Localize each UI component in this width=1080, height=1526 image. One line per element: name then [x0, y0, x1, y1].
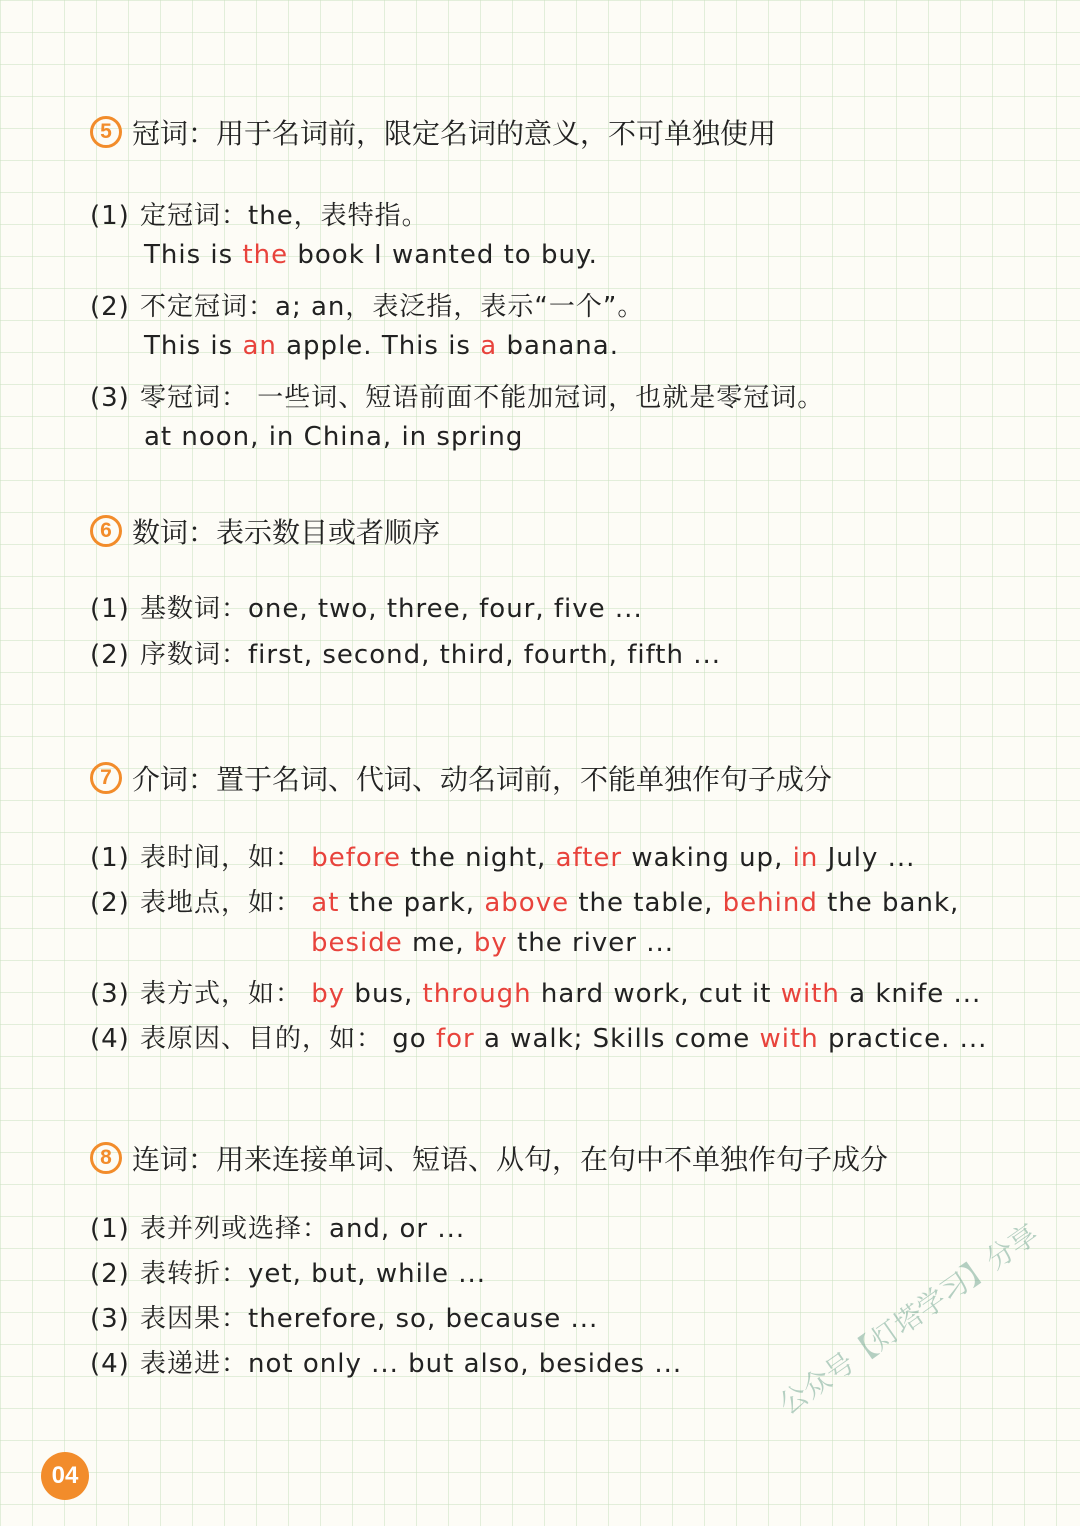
item-text: bus,: [345, 979, 423, 1009]
example-sentence: [144, 331, 619, 361]
section-number-badge: 7: [90, 762, 122, 794]
item-label: 不定冠词：: [140, 292, 276, 322]
list-item: [90, 195, 429, 232]
highlighted-word: with: [759, 1024, 819, 1054]
list-item: [90, 1298, 598, 1335]
highlighted-word: through: [422, 979, 532, 1009]
section-number-badge: 8: [90, 1142, 122, 1174]
item-index: (4): [90, 1024, 130, 1054]
item-text: a walk; Skills come: [474, 1024, 760, 1054]
item-index: (1): [90, 594, 130, 624]
item-index: (3): [90, 979, 130, 1009]
item-text: first, second, third, fourth, fifth ...: [248, 640, 722, 670]
item-text: 一些词、短语前面不能加冠词，也就是零冠词。: [248, 383, 825, 413]
section-heading: [90, 112, 776, 152]
item-text: hard work, cut it: [531, 979, 781, 1009]
highlighted-word: behind: [722, 888, 818, 918]
highlighted-word: by: [473, 928, 508, 958]
item-label: 表方式，如：: [140, 979, 303, 1009]
section-heading: [90, 758, 832, 798]
section-title: 连词：用来连接单词、短语、从句，在句中不单独作句子成分: [132, 1143, 889, 1176]
item-text: July ...: [818, 843, 916, 873]
item-index: (1): [90, 1214, 130, 1244]
highlighted-word: with: [780, 979, 840, 1009]
example-text: banana.: [497, 331, 619, 361]
item-text: not only ... but also, besides ...: [248, 1349, 683, 1379]
item-text: the，表特指。: [248, 201, 429, 231]
item-index: (2): [90, 888, 130, 918]
highlighted-word: the: [242, 240, 289, 270]
example-text: at noon, in China, in spring: [144, 422, 524, 452]
section-title: 数词：表示数目或者顺序: [132, 516, 441, 549]
section-number-badge: 6: [90, 515, 122, 547]
item-index: (4): [90, 1349, 130, 1379]
item-label: 表地点，如：: [140, 888, 303, 918]
highlighted-word: before: [311, 843, 401, 873]
list-item: [90, 882, 959, 919]
item-text: the park,: [339, 888, 485, 918]
item-text: yet, but, while ...: [248, 1259, 487, 1289]
watermark: 公众号【灯塔学习】分享: [772, 1217, 1045, 1422]
highlighted-word: beside: [311, 928, 403, 958]
section-heading: [90, 1138, 888, 1178]
example-text: This is: [144, 331, 243, 361]
section-title: 冠词：用于名词前，限定名词的意义，不可单独使用: [132, 117, 777, 150]
item-text: practice. ...: [818, 1024, 988, 1054]
item-text: and, or ...: [329, 1214, 466, 1244]
list-item: [90, 1253, 486, 1290]
item-index: (2): [90, 1259, 130, 1289]
highlighted-word: above: [484, 888, 570, 918]
highlighted-word: for: [435, 1024, 475, 1054]
item-label: 表转折：: [140, 1259, 249, 1289]
list-item: [90, 1208, 465, 1245]
list-item: [90, 973, 981, 1010]
highlighted-word: by: [311, 979, 346, 1009]
item-index: (1): [90, 201, 130, 231]
item-label: 表原因、目的，如：: [140, 1024, 384, 1054]
example-text: apple. This is: [276, 331, 481, 361]
item-text: therefore, so, because ...: [248, 1304, 599, 1334]
item-label: 表因果：: [140, 1304, 249, 1334]
list-item: [90, 634, 721, 671]
item-index: (1): [90, 843, 130, 873]
item-label: 定冠词：: [140, 201, 249, 231]
list-item: [90, 1018, 987, 1055]
item-index: (3): [90, 1304, 130, 1334]
highlighted-word: at: [311, 888, 340, 918]
example-sentence: [144, 422, 523, 452]
item-text: go: [392, 1024, 436, 1054]
page-number: 04: [41, 1452, 89, 1500]
item-text: me,: [402, 928, 474, 958]
example-text: book I wanted to buy.: [288, 240, 598, 270]
example-sentence: [144, 240, 598, 270]
item-text: the river ...: [507, 928, 675, 958]
list-item: [90, 286, 644, 323]
highlighted-word: an: [242, 331, 277, 361]
item-label: 表时间，如：: [140, 843, 303, 873]
item-label: 基数词：: [140, 594, 249, 624]
section-number-badge: 5: [90, 116, 122, 148]
example-text: This is: [144, 240, 243, 270]
list-item-continuation: [311, 928, 674, 958]
item-text: a knife ...: [839, 979, 982, 1009]
section-title: 介词：置于名词、代词、动名词前，不能单独作句子成分: [132, 763, 833, 796]
item-label: 表并列或选择：: [140, 1214, 330, 1244]
highlighted-word: in: [792, 843, 819, 873]
item-label: 零冠词：: [140, 383, 249, 413]
item-text: the bank,: [817, 888, 960, 918]
item-text: one, two, three, four, five ...: [248, 594, 643, 624]
item-text: a; an，表泛指，表示“一个”。: [275, 292, 645, 322]
highlighted-word: a: [480, 331, 498, 361]
item-index: (2): [90, 640, 130, 670]
item-text: the table,: [569, 888, 723, 918]
list-item: [90, 377, 824, 414]
item-label: 序数词：: [140, 640, 249, 670]
item-label: 表递进：: [140, 1349, 249, 1379]
item-text: waking up,: [622, 843, 793, 873]
list-item: [90, 588, 643, 625]
item-index: (3): [90, 383, 130, 413]
list-item: [90, 837, 915, 874]
item-index: (2): [90, 292, 130, 322]
item-text: the night,: [400, 843, 556, 873]
section-heading: [90, 511, 440, 551]
list-item: [90, 1343, 682, 1380]
highlighted-word: after: [555, 843, 623, 873]
